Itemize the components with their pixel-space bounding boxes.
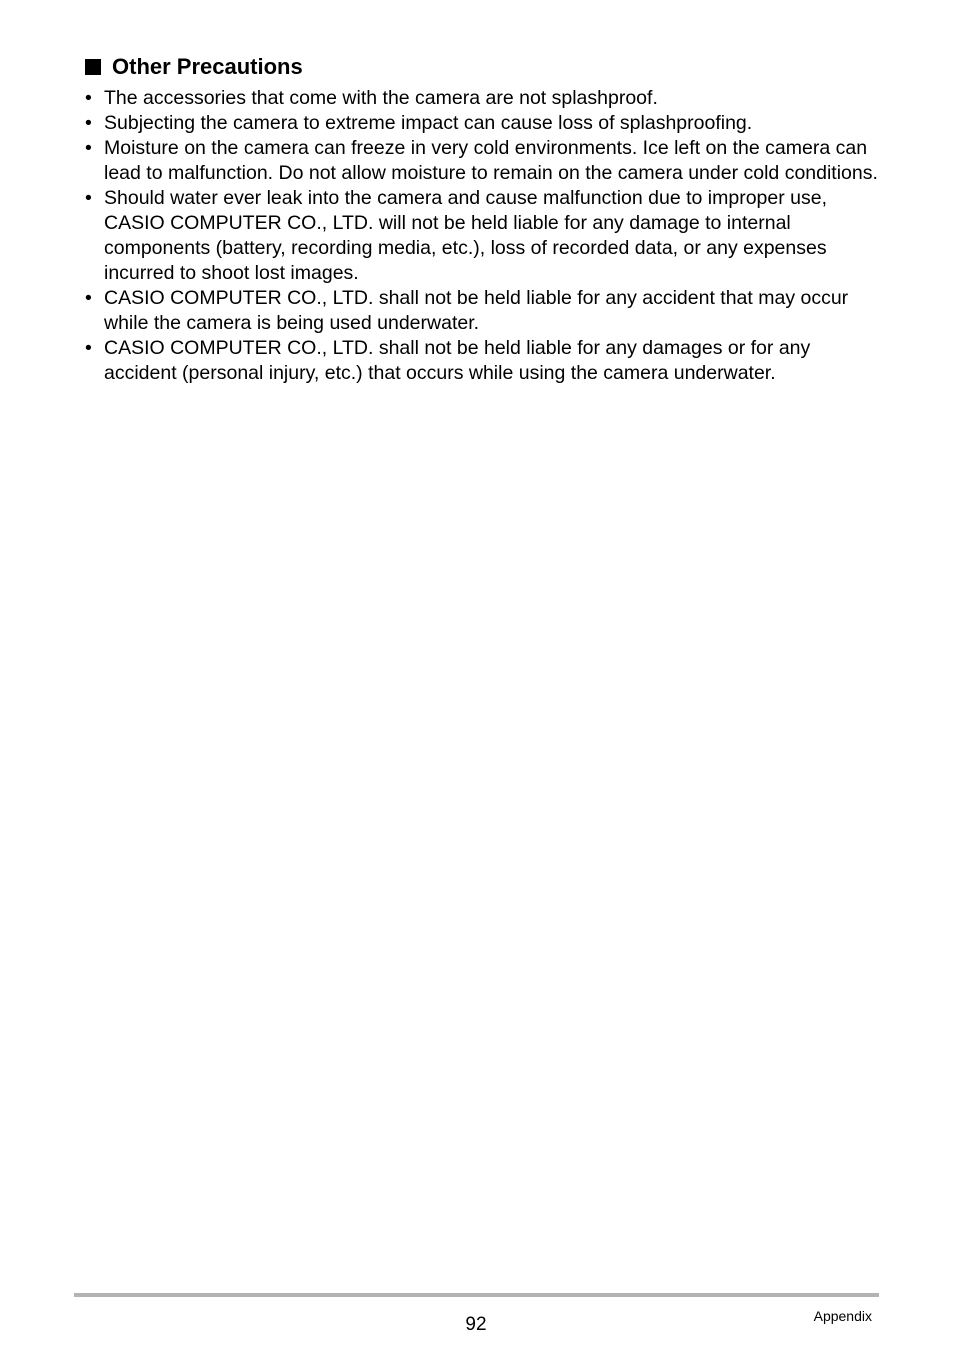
list-item: [84, 86, 884, 111]
bullet-icon: •: [85, 187, 92, 209]
list-item: [84, 286, 884, 336]
list-item: [84, 111, 884, 136]
bullet-icon: •: [85, 337, 92, 359]
bullet-icon: •: [85, 112, 92, 134]
precautions-list: [84, 86, 884, 386]
footer-section-label: Appendix: [813, 1308, 872, 1324]
section-heading: [84, 53, 884, 81]
page-number: 92: [465, 1314, 487, 1335]
bullet-icon: •: [85, 137, 92, 159]
bullet-icon: •: [85, 87, 92, 109]
list-item-text: Subjecting the camera to extreme impact can cause loss of splashproofing.: [104, 112, 753, 134]
square-bullet-icon: [85, 59, 101, 75]
list-item: [84, 136, 884, 186]
list-item-text: Should water ever leak into the camera and cause malfunction due to improper use, CASIO COMPUTER CO., LTD. will not be held liable for any damage to internal components (battery, recording media, etc.), loss of recorded data, or any expenses incurred to shoot lost images.: [104, 187, 827, 284]
bullet-icon: •: [85, 287, 92, 309]
list-item-text: The accessories that come with the camera are not splashproof.: [104, 87, 658, 109]
list-item: [84, 336, 884, 386]
list-item-text: Moisture on the camera can freeze in very cold environments. Ice left on the camera can lead to malfunction. Do not allow moisture to remain on the camera under cold conditions.: [104, 137, 878, 184]
footer-divider: [74, 1293, 879, 1297]
section-title: Other Precautions: [112, 54, 303, 79]
list-item-text: CASIO COMPUTER CO., LTD. shall not be held liable for any accident that may occur while the camera is being used underwater.: [104, 287, 849, 334]
list-item-text: CASIO COMPUTER CO., LTD. shall not be held liable for any damages or for any accident (personal injury, etc.) that occurs while using the camera underwater.: [104, 337, 811, 384]
other-precautions-section: [84, 53, 884, 386]
list-item: [84, 186, 884, 286]
